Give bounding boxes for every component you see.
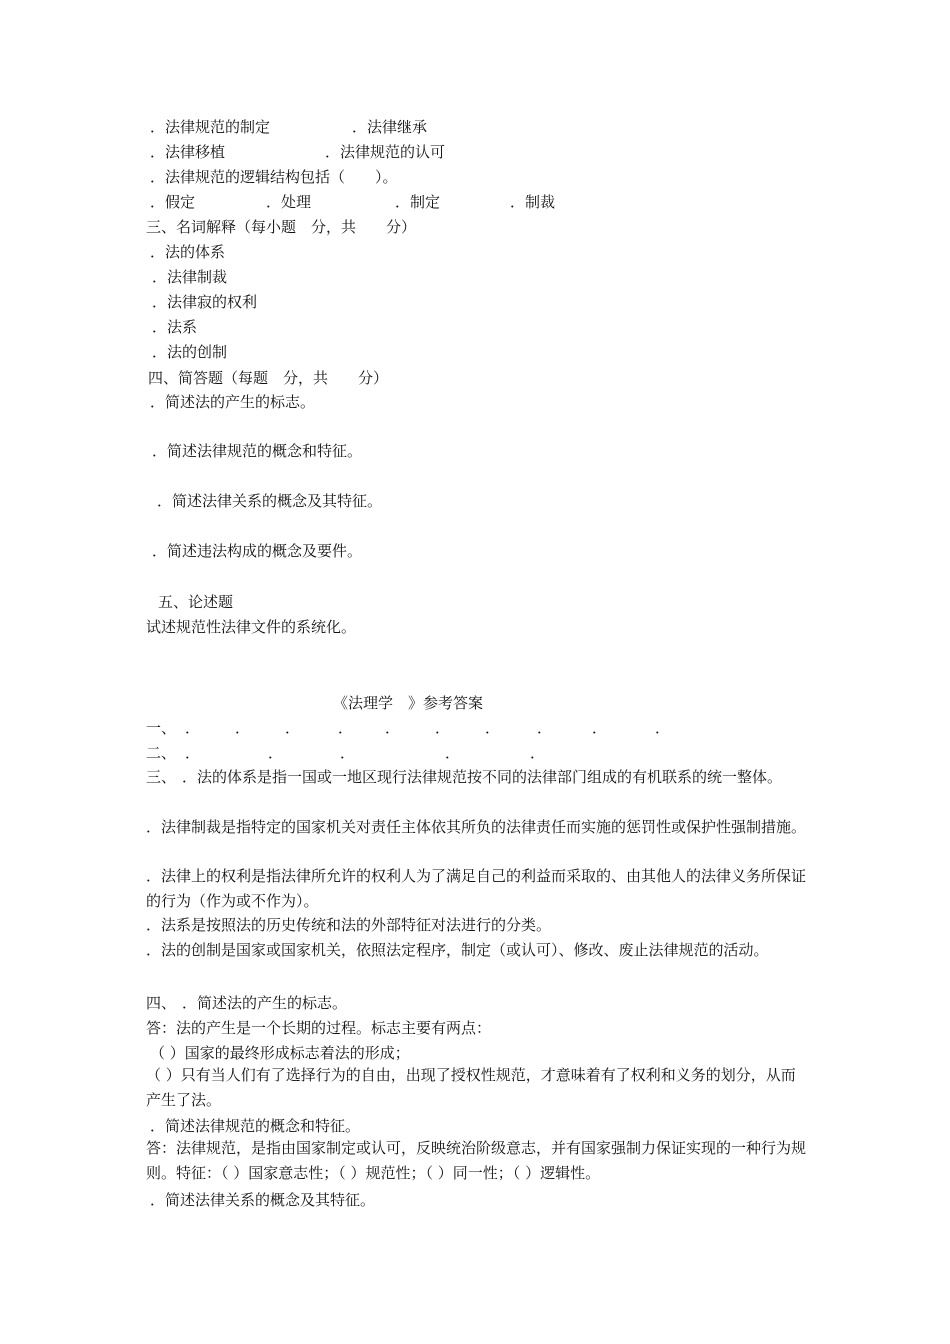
logic-option-c: ．制定 (395, 193, 441, 211)
answer-2-label: 二、 (146, 744, 177, 762)
short-answer-item: ．简述违法构成的概念及要件。 (152, 542, 363, 560)
answer-4-question: ．简述法律规范的概念和特征。 (150, 1117, 361, 1135)
logic-option-b: ．处理 (266, 193, 312, 211)
option-c: ．法律移植 (150, 143, 226, 161)
answer-blank: ． (185, 744, 201, 762)
term-item: ．法的体系 (150, 243, 226, 261)
section-4-title: 四、简答题（每题 分，共 分） (148, 369, 389, 387)
answer-3-item: ．法的体系是指一国或一地区现行法律规范按不同的法律部门组成的有机联系的统一整体。 (182, 768, 783, 786)
essay-question: 试述规范性法律文件的系统化。 (146, 618, 357, 636)
answer-3-item: ．法系是按照法的历史传统和法的外部特征对法进行的分类。 (146, 916, 552, 934)
answer-blank: ． (530, 744, 546, 762)
term-item: ．法的创制 (152, 343, 228, 361)
answer-blank: ． (385, 719, 401, 737)
term-item: ．法律寂的权利 (152, 293, 258, 311)
term-item: ．法律制裁 (152, 268, 228, 286)
answer-blank: ． (338, 719, 354, 737)
answer-blank: ． (592, 719, 608, 737)
short-answer-item: ．简述法的产生的标志。 (150, 393, 316, 411)
answer-3-item: ．法律制裁是指特定的国家机关对责任主体依其所负的法律责任而实施的惩罚性或保护性强制措施。 (146, 818, 807, 836)
answer-point: （ ）只有当人们有了选择行为的自由，出现了授权性规范，才意味着有了权利和义务的划分，从而产生了法。 (146, 1066, 796, 1109)
answer-title: 《法理学 》参考答案 (333, 694, 484, 712)
answer-blank: ． (268, 744, 284, 762)
option-b: ．法律继承 (352, 118, 428, 136)
answer-1-label: 一、 (146, 719, 177, 737)
answer-blank: ． (185, 719, 201, 737)
question-logic-structure: ．法律规范的逻辑结构包括（ ）。 (150, 168, 398, 186)
answer-blank: ． (445, 744, 461, 762)
answer-4-question: ．简述法律关系的概念及其特征。 (150, 1191, 376, 1209)
option-a: ．法律规范的制定 (150, 118, 271, 136)
answer-point: （ ）国家的最终形成标志着法的形成； (150, 1044, 410, 1062)
option-d: ．法律规范的认可 (325, 143, 446, 161)
term-item: ．法系 (152, 318, 198, 336)
answer-3-item: ．法律上的权利是指法律所允许的权利人为了满足自己的利益而采取的、由其他人的法律义务所保证的行为（作为或不作为）。 (146, 867, 807, 910)
answer-blank: ． (655, 719, 671, 737)
answer-4-label: 四、 (146, 994, 177, 1012)
answer-blank: ． (235, 719, 251, 737)
logic-option-a: ．假定 (150, 193, 196, 211)
section-3-title: 三、名词解释（每小题 分，共 分） (146, 218, 417, 236)
answer-4-question: ．简述法的产生的标志。 (182, 994, 348, 1012)
answer-text: 答：法的产生是一个长期的过程。标志主要有两点： (146, 1019, 492, 1037)
answer-blank: ． (340, 744, 356, 762)
short-answer-item: ．简述法律规范的概念和特征。 (152, 442, 363, 460)
answer-blank: ． (285, 719, 301, 737)
answer-blank: ． (485, 719, 501, 737)
answer-text: 答：法律规范，是指由国家制定或认可，反映统治阶级意志，并有国家强制力保证实现的一种行为规则。特征：（ ）国家意志性；（ ）规范性；（ ）同一性；（ ）逻辑性。 (146, 1139, 807, 1182)
answer-3-label: 三、 (146, 768, 177, 786)
section-5-title: 五、论述题 (158, 593, 234, 611)
answer-blank: ． (435, 719, 451, 737)
logic-option-d: ．制裁 (510, 193, 556, 211)
answer-3-item: ．法的创制是国家或国家机关，依照法定程序，制定（或认可）、修改、废止法律规范的活动。 (146, 941, 769, 959)
answer-blank: ． (537, 719, 553, 737)
short-answer-item: ．简述法律关系的概念及其特征。 (157, 492, 383, 510)
